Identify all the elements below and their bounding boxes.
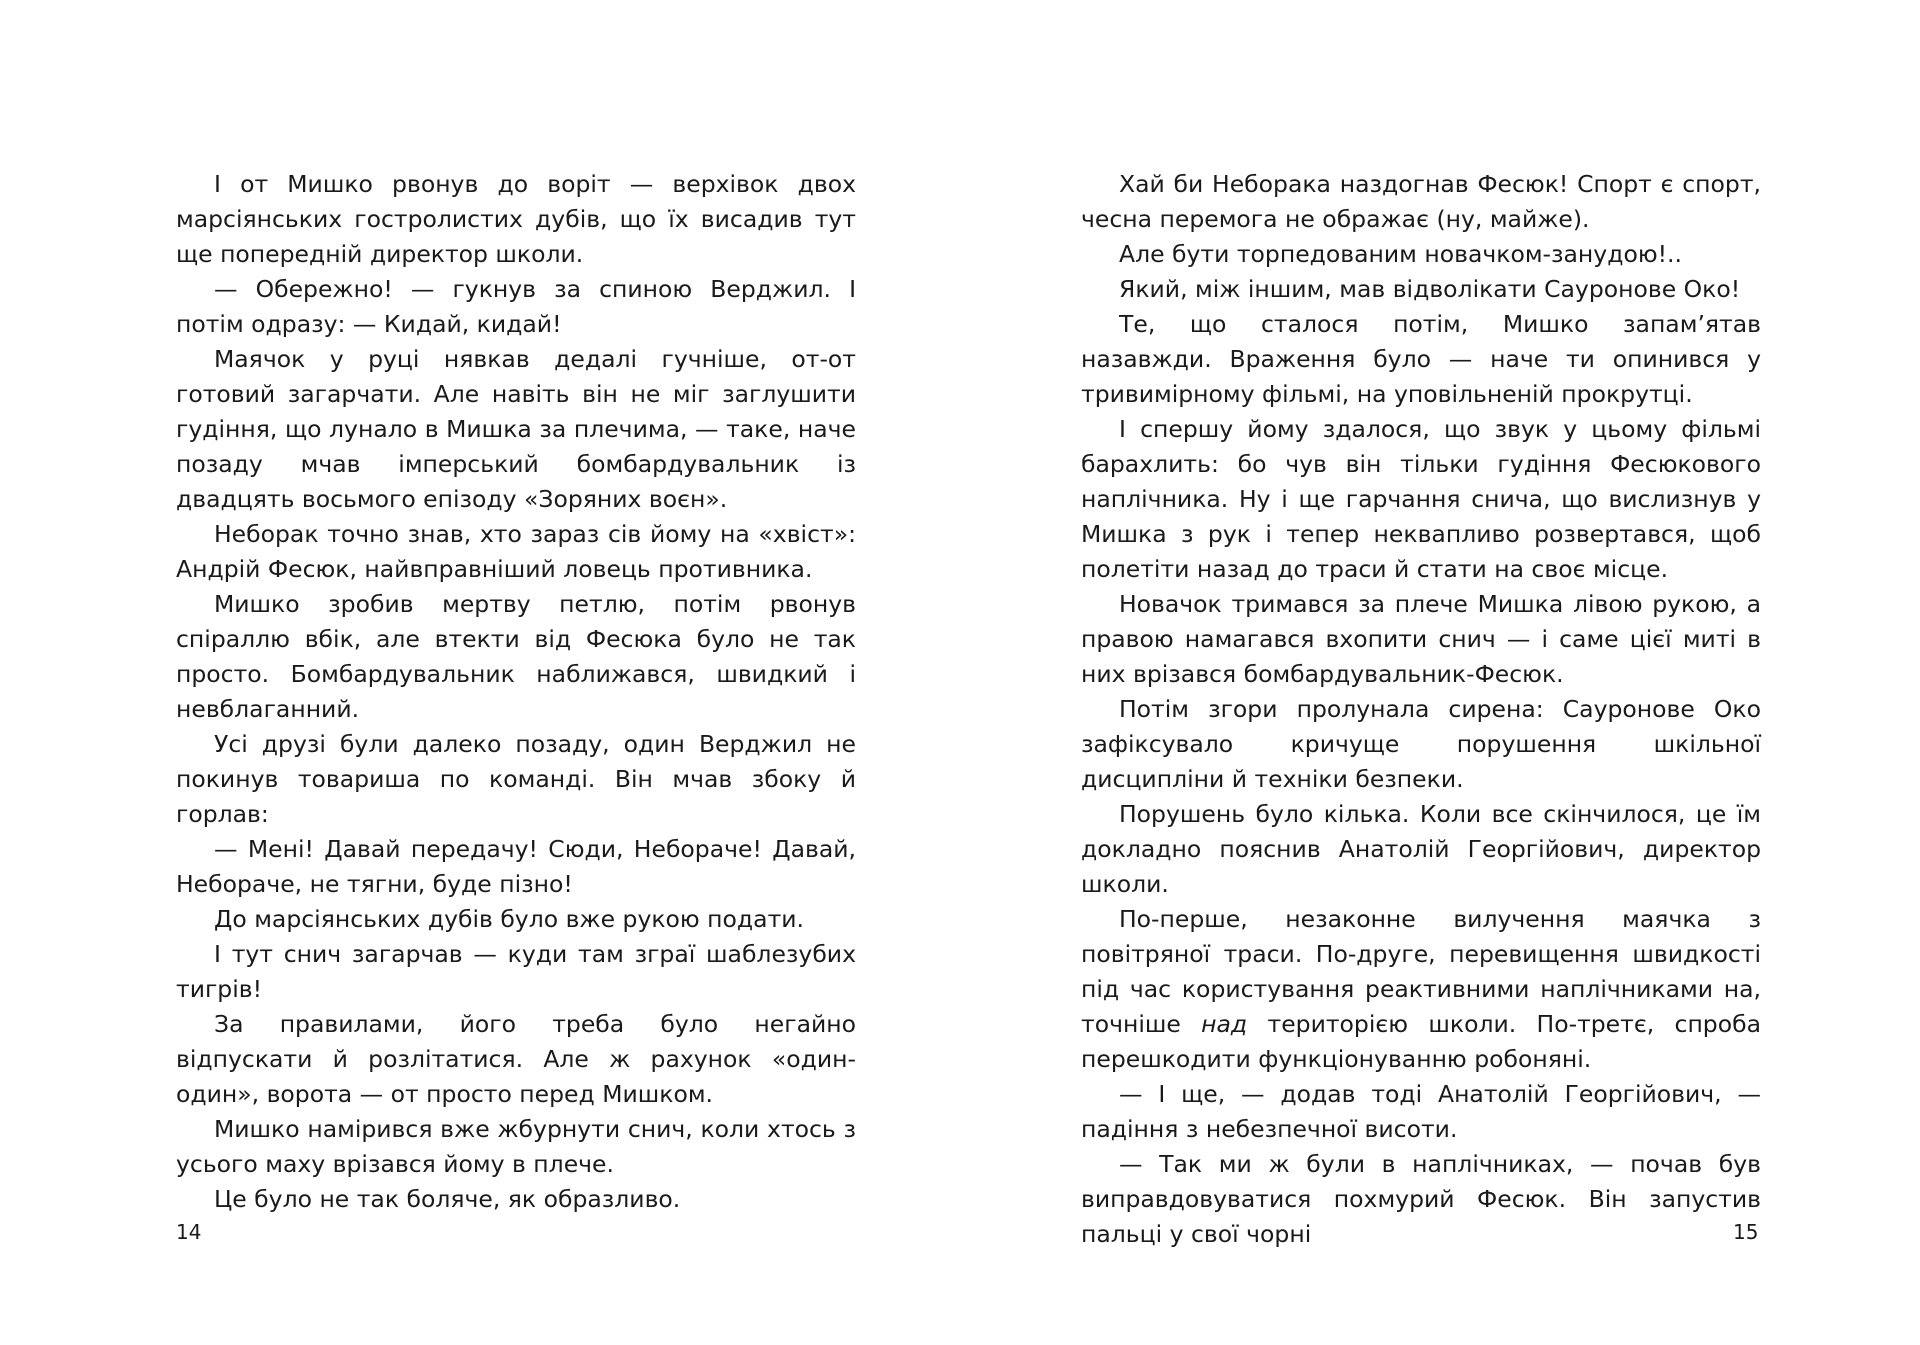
paragraph: — Так ми ж були в наплічниках, — почав був виправдовуватися похмурий Фесюк. Він запустив пальці у свої чорні	[1081, 1150, 1761, 1248]
left-page-text	[176, 167, 856, 1217]
paragraph: Який, між іншим, мав відволікати Сауронове Око!	[1119, 275, 1741, 303]
paragraph: Те, що сталося потім, Мишко запам’ятав назавжди. Враження було — наче ти опинився у тривимірному фільмі, на уповільненій прокрутці.	[1081, 310, 1761, 408]
italic-word: над	[1201, 1010, 1248, 1038]
paragraph: Неборак точно знав, хто зараз сів йому на «хвіст»: Андрій Фесюк, найвправніший ловець противника.	[176, 520, 856, 583]
paragraph-text: По-перше, незаконне вилучення маячка з повітряної траси. По-друге, перевищення швидкості під час користування реактивними наплічниками на, точніше	[1081, 905, 1761, 1038]
paragraph: — Мені! Давай передачу! Сюди, Небораче! Давай, Небораче, не тягни, буде пізно!	[176, 835, 856, 898]
right-page	[960, 0, 1920, 1345]
paragraph: Потім згори пролунала сирена: Сауронове Око зафіксувало кричуще порушення шкільної дисципліни й техніки безпеки.	[1081, 695, 1761, 793]
page-number: 14	[176, 1220, 202, 1244]
paragraph: Мишко намірився вже жбурнути снич, коли хтось з усього маху врізався йому в плече.	[176, 1115, 856, 1178]
paragraph: — І ще, — додав тоді Анатолій Георгійович, — падіння з небезпечної висоти.	[1081, 1080, 1761, 1143]
paragraph-text: територією школи. По-третє, спроба перешкодити функціонуванню робоняні.	[1081, 1010, 1761, 1073]
paragraph: Але бути торпедованим новачком-занудою!..	[1119, 240, 1682, 268]
paragraph: Це було не так боляче, як образливо.	[214, 1185, 681, 1213]
paragraph	[1081, 902, 1761, 1077]
paragraph: Новачок тримався за плече Мишка лівою рукою, а правою намагався вхопити снич — і саме цієї миті в них врізався бомбардувальник-Фесюк.	[1081, 590, 1761, 688]
paragraph: Хай би Неборака наздогнав Фесюк! Спорт є спорт, чесна перемога не ображає (ну, майже).	[1081, 170, 1761, 233]
right-page-text	[1081, 167, 1761, 1252]
paragraph: Маячок у руці нявкав дедалі гучніше, от-от готовий загарчати. Але навіть він не міг заглушити гудіння, що лунало в Мишка за плечима, — таке, наче позаду мчав імперський бомбардувальник із двадцять восьмого епізоду «Зоряних воєн».	[176, 345, 856, 513]
paragraph: Порушень було кілька. Коли все скінчилося, це їм докладно пояснив Анатолій Георгійович, директор школи.	[1081, 800, 1761, 898]
paragraph: За правилами, його треба було негайно відпускати й розлітатися. Але ж рахунок «один-один», ворота — от просто перед Мишком.	[176, 1010, 856, 1108]
paragraph: І от Мишко рвонув до воріт — верхівок двох марсіянських гостролистих дубів, що їх висадив тут ще попередній директор школи.	[176, 170, 856, 268]
paragraph: І тут снич загарчав — куди там зграї шаблезубих тигрів!	[176, 940, 856, 1003]
page-number: 15	[1733, 1220, 1759, 1244]
paragraph: Мишко зробив мертву петлю, потім рвонув спіраллю вбік, але втекти від Фесюка було не так просто. Бомбардувальник наближався, швидкий і невблаганний.	[176, 590, 856, 723]
paragraph: І спершу йому здалося, що звук у цьому фільмі барахлить: бо чув він тільки гудіння Фесюкового наплічника. Ну і ще гарчання снича, що вислизнув у Мишка з рук і тепер неквапливо розвертався, щоб полетіти назад до траси й стати на своє місце.	[1081, 415, 1761, 583]
paragraph: — Обережно! — гукнув за спиною Верджил. І потім одразу: — Кидай, кидай!	[176, 275, 856, 338]
paragraph: До марсіянських дубів було вже рукою подати.	[214, 905, 805, 933]
paragraph: Усі друзі були далеко позаду, один Верджил не покинув товариша по команді. Він мчав збоку й горлав:	[176, 730, 856, 828]
